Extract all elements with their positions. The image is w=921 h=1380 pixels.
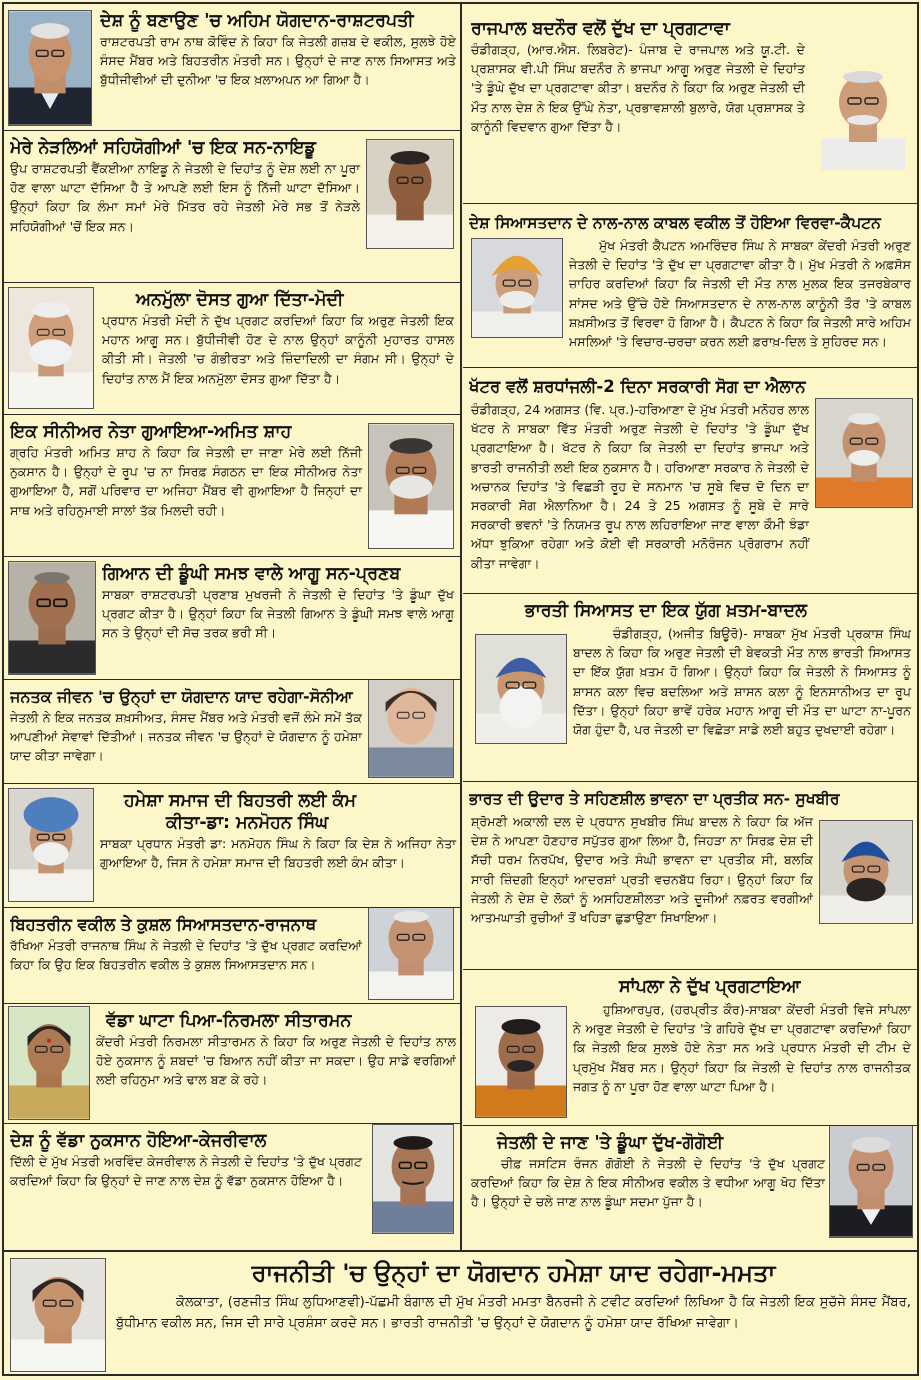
badnore-photo <box>813 60 913 170</box>
headline-line2: ਕੀਤਾ-ਡਾ: ਮਨਮੋਹਨ ਸਿੰਘ <box>166 813 329 833</box>
news-item-modi <box>4 283 460 415</box>
article-body: ਰਾਸ਼ਟਰਪਤੀ ਰਾਮ ਨਾਥ ਕੋਵਿੰਦ ਨੇ ਕਿਹਾ ਕਿ ਜੇਤਲੀ ਗਜ਼ਬ ਦੇ ਵਕੀਲ, ਸੁਲਝੇ ਹੋਏ ਸੰਸਦ ਮੈਂਬਰ ਅਤੇ ਬਿਹਤਰੀਨ ਮੰਤਰੀ ਸਨ। ਉਨ੍ਹਾਂ ਦੇ ਜਾਣ ਨਾਲ ਸਿਆਸਤ ਅਤੇ ਬੁੱਧੀਜੀਵੀਆਂ ਦੀ ਦੁਨੀਆ 'ਚ ਇਕ ਖ਼ਲਾਅਪਨ ਆ ਗਿਆ ਹੈ। <box>100 34 456 88</box>
news-item-gogoi <box>463 1126 917 1250</box>
article-body: ਜੇਤਲੀ ਨੇ ਇਕ ਜਨਤਕ ਸ਼ਖ਼ਸੀਅਤ, ਸੰਸਦ ਮੈਂਬਰ ਅਤੇ ਮੰਤਰੀ ਵਜੋਂ ਲੰਮੇ ਸਮੇਂ ਤੱਕ ਆਪਣੀਆਂ ਸੇਵਾਵਾਂ ਦਿੱਤੀਆਂ। ਜਨਤਕ ਜੀਵਨ 'ਚ ਉਨ੍ਹਾਂ ਦੇ ਯੋਗਦਾਨ ਨੂੰ ਹਮੇਸ਼ਾ ਯਾਦ ਕੀਤਾ ਜਾਵੇਗਾ। <box>10 710 362 764</box>
headline: ਭਾਰਤੀ ਸਿਆਸਤ ਦਾ ਇਕ ਯੁੱਗ ਖ਼ਤਮ-ਬਾਦਲ <box>525 601 807 621</box>
article-body: ਗ੍ਰਹਿ ਮੰਤਰੀ ਅਮਿਤ ਸ਼ਾਹ ਨੇ ਕਿਹਾ ਕਿ ਜੇਤਲੀ ਦਾ ਜਾਣਾ ਮੇਰੇ ਲਈ ਨਿੱਜੀ ਨੁਕਸਾਨ ਹੈ। ਉਨ੍ਹਾਂ ਦੇ ਰੂਪ 'ਚ ਨਾ ਸਿਰਫ਼ ਸੰਗਠਨ ਦਾ ਇਕ ਸੀਨੀਅਰ ਨੇਤਾ ਗੁਆਇਆ ਹੈ, ਸਗੋਂ ਪਰਿਵਾਰ ਦਾ ਅਜਿਹਾ ਮੈਂਬਰ ਵੀ ਗੁਆਇਆ ਹੈ ਜਿਨ੍ਹਾਂ ਦਾ ਸਾਥ ਅਤੇ ਰਹਿਨੁਮਾਈ ਸਾਲਾਂ ਤੱਕ ਮਿਲਦੀ ਰਹੀ। <box>10 445 362 518</box>
news-item-badnore <box>463 4 917 204</box>
news-item-manmohan <box>4 784 460 908</box>
modi-photo <box>8 287 94 409</box>
headline: ਦੇਸ਼ ਨੂੰ ਬਣਾਉਣ 'ਚ ਅਹਿਮ ਯੋਗਦਾਨ-ਰਾਸ਼ਟਰਪਤੀ <box>100 11 414 31</box>
headline: ਮੇਰੇ ਨੇੜਲਿਆਂ ਸਹਿਯੋਗੀਆਂ 'ਚ ਇਕ ਸਨ-ਨਾਇਡੂ <box>10 138 316 158</box>
article-body: ਚੀਫ਼ ਜਸਟਿਸ ਰੰਜਨ ਗੋਗੋਈ ਨੇ ਜੇਤਲੀ ਦੇ ਦਿਹਾਂਤ 'ਤੇ ਦੁੱਖ ਪ੍ਰਗਟ ਕਰਦਿਆਂ ਕਿਹਾ ਕਿ ਦੇਸ਼ ਨੇ ਇਕ ਸੀਨੀਅਰ ਵਕੀਲ ਤੇ ਵਧੀਆ ਆਗੂ ਖੋਹ ਦਿੱਤਾ ਹੈ। ਉਨ੍ਹਾਂ ਦੇ ਚਲੇ ਜਾਣ ਨਾਲ ਡੂੰਘਾ ਸਦਮਾ ਪੁੱਜਾ ਹੈ। <box>471 1156 825 1210</box>
article-body: ਦਿੱਲੀ ਦੇ ਮੁੱਖ ਮੰਤਰੀ ਅਰਵਿੰਦ ਕੇਜਰੀਵਾਲ ਨੇ ਜੇਤਲੀ ਦੇ ਦਿਹਾਂਤ 'ਤੇ ਦੁੱਖ ਪ੍ਰਗਟ ਕਰਦਿਆਂ ਕਿਹਾ ਕਿ ਉਨ੍ਹਾਂ ਦੇ ਜਾਣ ਨਾਲ ਦੇਸ਼ ਨੂੰ ਵੱਡਾ ਨੁਕਸਾਨ ਹੋਇਆ ਹੈ। <box>10 1154 362 1189</box>
badal-photo <box>475 634 567 744</box>
newspaper-page <box>2 2 919 1376</box>
headline: ਇਕ ਸੀਨੀਅਰ ਨੇਤਾ ਗੁਆਇਆ-ਅਮਿਤ ਸ਼ਾਹ <box>10 422 292 442</box>
news-item-sonia <box>4 680 460 784</box>
headline: ਭਾਰਤ ਦੀ ਉਦਾਰ ਤੇ ਸਹਿਣਸ਼ੀਲ ਭਾਵਨਾ ਦਾ ਪ੍ਰਤੀਕ ਸਨ- ਸੁਖਬੀਰ <box>469 790 840 808</box>
headline: ਦੇਸ਼ ਨੂੰ ਵੱਡਾ ਨੁਕਸਾਨ ਹੋਇਆ-ਕੇਜਰੀਵਾਲ <box>10 1131 267 1151</box>
headline: ਖੱਟਰ ਵਲੋਂ ਸ਼ਰਧਾਂਜਲੀ-2 ਦਿਨਾ ਸਰਕਾਰੀ ਸੋਗ ਦਾ ਐਲਾਨ <box>469 377 806 396</box>
news-item-badal <box>463 594 917 782</box>
sampla-photo <box>475 1006 567 1118</box>
article-body: ਉਪ ਰਾਸ਼ਟਰਪਤੀ ਵੈਂਕਈਆ ਨਾਇਡੂ ਨੇ ਜੇਤਲੀ ਦੇ ਦਿਹਾਂਤ ਨੂੰ ਦੇਸ਼ ਲਈ ਨਾ ਪੂਰਾ ਹੋਣ ਵਾਲਾ ਘਾਟਾ ਦੱਸਿਆ ਹੈ ਤੇ ਆਪਣੇ ਲਈ ਇਸ ਨੂੰ ਨਿੱਜੀ ਘਾਟਾ ਦੱਸਿਆ। ਉਨ੍ਹਾਂ ਕਿਹਾ ਕਿ ਲੰਮਾ ਸਮਾਂ ਮੇਰੇ ਮਿੱਤਰ ਰਹੇ ਜੇਤਲੀ ਮੇਰੇ ਸਭ ਤੋਂ ਨੇੜਲੇ ਸਹਿਯੋਗੀਆਂ 'ਚੋਂ ਇਕ ਸਨ। <box>10 161 360 234</box>
news-item-rajnath <box>4 908 460 1004</box>
news-item-naidu <box>4 131 460 283</box>
headline: ਦੇਸ਼ ਸਿਆਸਤਦਾਨ ਦੇ ਨਾਲ-ਨਾਲ ਕਾਬਲ ਵਕੀਲ ਤੋਂ ਹੋਇਆ ਵਿਰਵਾ-ਕੈਪਟਨ <box>469 214 881 232</box>
article-body: ਸਾਬਕਾ ਪ੍ਰਧਾਨ ਮੰਤਰੀ ਡਾ: ਮਨਮੋਹਨ ਸਿੰਘ ਨੇ ਕਿਹਾ ਕਿ ਦੇਸ਼ ਨੇ ਅਜਿਹਾ ਨੇਤਾ ਗੁਆਇਆ ਹੈ, ਜਿਸ ਨੇ ਹਮੇਸ਼ਾ ਸਮਾਜ ਦੀ ਬਿਹਤਰੀ ਲਈ ਕੰਮ ਕੀਤਾ। <box>100 836 456 871</box>
headline: ਰਾਜਪਾਲ ਬਦਨੌਰ ਵਲੋਂ ਦੁੱਖ ਦਾ ਪ੍ਰਗਟਾਵਾ <box>471 19 730 39</box>
headline: ਜੇਤਲੀ ਦੇ ਜਾਣ 'ਤੇ ਡੂੰਘਾ ਦੁੱਖ-ਗੋਗੋਈ <box>497 1133 724 1153</box>
headline: ਜਨਤਕ ਜੀਵਨ 'ਚ ਉਨ੍ਹਾਂ ਦਾ ਯੋਗਦਾਨ ਯਾਦ ਰਹੇਗਾ-ਸੋਨੀਆ <box>10 687 353 706</box>
kejriwal-photo <box>372 1124 454 1234</box>
headline: ਸਾਂਪਲਾ ਨੇ ਦੁੱਖ ਪ੍ਰਗਟਾਇਆ <box>619 977 801 997</box>
article-body: ਹੁਸ਼ਿਆਰਪੁਰ, (ਹਰਪ੍ਰੀਤ ਕੌਰ)-ਸਾਬਕਾ ਕੇਂਦਰੀ ਮੰਤਰੀ ਵਿਜੇ ਸਾਂਪਲਾ ਨੇ ਅਰੁਣ ਜੇਤਲੀ ਦੇ ਦਿਹਾਂਤ 'ਤੇ ਗਹਿਰੇ ਦੁੱਖ ਦਾ ਪ੍ਰਗਟਾਵਾ ਕਰਦਿਆਂ ਕਿਹਾ ਕਿ ਜੇਤਲੀ ਇਕ ਸੁਲਝੇ ਹੋਏ ਨੇਤਾ ਸਨ ਅਤੇ ਪ੍ਰਧਾਨ ਮੰਤਰੀ ਦੀ ਟੀਮ ਦੇ ਪ੍ਰਮੁੱਖ ਮੈਂਬਰ ਸਨ। ਉਨ੍ਹਾਂ ਕਿਹਾ ਕਿ ਜੇਤਲੀ ਦੇ ਦਿਹਾਂਤ ਨਾਲ ਰਾਜਨੀਤਕ ਜਗਤ ਨੂੰ ਨਾ ਪੂਰਾ ਹੋਣ ਵਾਲਾ ਘਾਟਾ ਪਿਆ ਹੈ। <box>573 1002 911 1094</box>
article-body: ਕੇਂਦਰੀ ਮੰਤਰੀ ਨਿਰਮਲਾ ਸੀਤਾਰਮਨ ਨੇ ਕਿਹਾ ਕਿ ਅਰੁਣ ਜੇਤਲੀ ਦੇ ਦਿਹਾਂਤ ਨਾਲ ਹੋਏ ਨੁਕਸਾਨ ਨੂੰ ਸ਼ਬਦਾਂ 'ਚ ਬਿਆਨ ਨਹੀਂ ਕੀਤਾ ਜਾ ਸਕਦਾ। ਉਹ ਸਾਡੇ ਵਰਗਿਆਂ ਲਈ ਰਹਿਨੁਮਾ ਅਤੇ ਢਾਲ ਬਣ ਕੇ ਰਹੇ। <box>96 1034 456 1088</box>
news-item-khattar <box>463 368 917 594</box>
sukhbir-photo <box>819 820 913 924</box>
gogoi-photo <box>829 1126 913 1238</box>
article-body: ਪ੍ਰਧਾਨ ਮੰਤਰੀ ਮੋਦੀ ਨੇ ਦੁੱਖ ਪ੍ਰਗਟ ਕਰਦਿਆਂ ਕਿਹਾ ਕਿ ਅਰੁਣ ਜੇਤਲੀ ਇਕ ਮਹਾਨ ਆਗੂ ਸਨ। ਬੁੱਧੀਜੀਵੀ ਹੋਣ ਦੇ ਨਾਲ ਉਨ੍ਹਾਂ ਕਾਨੂੰਨੀ ਮੁਹਾਰਤ ਹਾਸਲ ਕੀਤੀ ਸੀ। ਜੇਤਲੀ 'ਚ ਗੰਭੀਰਤਾ ਅਤੇ ਜ਼ਿੰਦਾਦਿਲੀ ਦਾ ਸੰਗਮ ਸੀ। ਉਨ੍ਹਾਂ ਦੇ ਦਿਹਾਂਤ ਨਾਲ ਮੈਂ ਇਕ ਅਨਮੁੱਲਾ ਦੋਸਤ ਗੁਆ ਦਿੱਤਾ ਹੈ। <box>102 313 454 386</box>
headline: ਹਮੇਸ਼ਾ ਸਮਾਜ ਦੀ ਬਿਹਤਰੀ ਲਈ ਕੰਮ <box>124 791 356 811</box>
headline: ਗਿਆਨ ਦੀ ਡੂੰਘੀ ਸਮਝ ਵਾਲੇ ਆਗੂ ਸਨ-ਪ੍ਰਣਬ <box>102 564 401 584</box>
right-column <box>463 4 917 1250</box>
news-item-amarinder <box>463 204 917 368</box>
manmohan-photo <box>8 788 94 902</box>
article-body: ਚੰਡੀਗੜ੍ਹ, (ਅਜੀਤ ਬਿਊਰੋ)- ਸਾਬਕਾ ਮੁੱਖ ਮੰਤਰੀ ਪ੍ਰਕਾਸ਼ ਸਿੰਘ ਬਾਦਲ ਨੇ ਕਿਹਾ ਕਿ ਅਰੁਣ ਜੇਤਲੀ ਦੀ ਬੇਵਕਤੀ ਮੌਤ ਨਾਲ ਭਾਰਤੀ ਸਿਆਸਤ ਦਾ ਇੱਕ ਯੁੱਗ ਖ਼ਤਮ ਹੋ ਗਿਆ। ਉਨ੍ਹਾਂ ਕਿਹਾ ਕਿ ਜੇਤਲੀ ਨੇ ਸਿਆਸਤ ਨੂੰ ਸ਼ਾਸਨ ਕਲਾ ਵਿਚ ਬਦਲਿਆ ਅਤੇ ਸ਼ਾਸਨ ਕਲਾ ਨੂੰ ਇਨਸਾਨੀਅਤ ਦਾ ਰੂਪ ਦਿੱਤਾ। ਉਨ੍ਹਾਂ ਕਿਹਾ ਭਾਵੇਂ ਹਰੇਕ ਮਹਾਨ ਆਗੂ ਦੀ ਮੌਤ ਦਾ ਘਾਟਾ ਨਾ-ਪੂਰਨ ਯੋਗ ਹੁੰਦਾ ਹੈ, ਪਰ ਜੇਤਲੀ ਦਾ ਵਿਛੋੜਾ ਸਾਡੇ ਲਈ ਬਹੁਤ ਦੁਖਦਾਈ ਰਹੇਗਾ। <box>573 626 911 738</box>
article-body: ਕੋਲਕਾਤਾ, (ਰਣਜੀਤ ਸਿੰਘ ਲੁਧਿਆਣਵੀ)-ਪੱਛਮੀ ਬੰਗਾਲ ਦੀ ਮੁੱਖ ਮੰਤਰੀ ਮਮਤਾ ਬੈਨਰਜੀ ਨੇ ਟਵੀਟ ਕਰਦਿਆਂ ਲਿਖਿਆ ਹੈ ਕਿ ਜੇਤਲੀ ਇਕ ਸੁਚੱਜੇ ਸੰਸਦ ਮੈਂਬਰ, ਬੁੱਧੀਮਾਨ ਵਕੀਲ ਸਨ, ਜਿਸ ਦੀ ਸਾਰੇ ਪ੍ਰਸ਼ੰਸਾ ਕਰਦੇ ਸਨ। ਭਾਰਤੀ ਰਾਜਨੀਤੀ 'ਚ ਉਨ੍ਹਾਂ ਦੇ ਯੋਗਦਾਨ ਨੂੰ ਹਮੇਸ਼ਾ ਯਾਦ ਰੱਖਿਆ ਜਾਵੇਗਾ। <box>116 1295 911 1331</box>
news-item-kovind <box>4 4 460 131</box>
news-item-nirmala <box>4 1004 460 1124</box>
nirmala-photo <box>8 1006 90 1120</box>
article-body: ਸ਼੍ਰੋਮਣੀ ਅਕਾਲੀ ਦਲ ਦੇ ਪ੍ਰਧਾਨ ਸੁਖਬੀਰ ਸਿੰਘ ਬਾਦਲ ਨੇ ਕਿਹਾ ਕਿ ਅੱਜ ਦੇਸ਼ ਨੇ ਆਪਣਾ ਹੋਣਹਾਰ ਸਪੁੱਤਰ ਗੁਆ ਲਿਆ ਹੈ, ਜਿਹੜਾ ਨਾ ਸਿਰਫ਼ ਦੇਸ਼ ਦੀ ਸੱਚੀ ਧਰਮ ਨਿਰਪੱਖ, ਉਦਾਰ ਅਤੇ ਸੰਘੀ ਭਾਵਨਾ ਦਾ ਪ੍ਰਤੀਕ ਸੀ, ਬਲਕਿ ਸਾਰੀ ਜ਼ਿੰਦਗੀ ਇਨ੍ਹਾਂ ਆਦਰਸ਼ਾਂ ਪ੍ਰਤੀ ਵਚਨਬੱਧ ਰਿਹਾ। ਉਨ੍ਹਾਂ ਕਿਹਾ ਕਿ ਜੇਤਲੀ ਨੇ ਦੇਸ਼ ਦੇ ਲੋਕਾਂ ਨੂੰ ਅਸਹਿਣਸ਼ੀਲਤਾ ਅਤੇ ਦੂਜੀਆਂ ਨਫ਼ਰਤ ਵਰਗੀਆਂ ਆਤਮਘਾਤੀ ਰੁਚੀਆਂ ਤੋਂ ਖਹਿੜਾ ਛੁਡਾਉਣਾ ਸਿਖਾਇਆ। <box>471 814 813 926</box>
shah-photo <box>368 423 454 549</box>
article-body: ਰੱਖਿਆ ਮੰਤਰੀ ਰਾਜਨਾਥ ਸਿੰਘ ਨੇ ਜੇਤਲੀ ਦੇ ਦਿਹਾਂਤ 'ਤੇ ਦੁੱਖ ਪ੍ਰਗਟ ਕਰਦਿਆਂ ਕਿਹਾ ਕਿ ਉਹ ਇਕ ਬਿਹਤਰੀਨ ਵਕੀਲ ਤੇ ਕੁਸ਼ਲ ਸਿਆਸਤਦਾਨ ਸਨ। <box>10 938 362 973</box>
amarinder-photo <box>471 238 563 338</box>
pranab-photo <box>8 561 96 675</box>
news-item-sukhbir <box>463 782 917 970</box>
headline: ਰਾਜਨੀਤੀ 'ਚ ਉਨ੍ਹਾਂ ਦਾ ਯੋਗਦਾਨ ਹਮੇਸ਼ਾ ਯਾਦ ਰਹੇਗਾ-ਮਮਤਾ <box>251 1259 776 1287</box>
rajnath-photo <box>368 908 454 1000</box>
left-column <box>4 4 462 1250</box>
khattar-photo <box>815 398 913 508</box>
headline: ਅਨਮੁੱਲਾ ਦੋਸਤ ਗੁਆ ਦਿੱਤਾ-ਮੋਦੀ <box>136 290 344 310</box>
mamata-photo <box>10 1258 106 1372</box>
news-item-pranab <box>4 557 460 680</box>
article-body: ਚੰਡੀਗੜ੍ਹ, 24 ਅਗਸਤ (ਵਿ. ਪ੍ਰ.)-ਹਰਿਆਣਾ ਦੇ ਮੁੱਖ ਮੰਤਰੀ ਮਨੋਹਰ ਲਾਲ ਖੱਟਰ ਨੇ ਸਾਬਕਾ ਵਿੱਤ ਮੰਤਰੀ ਅਰੁਣ ਜੇਤਲੀ ਦੇ ਦਿਹਾਂਤ 'ਤੇ ਡੂੰਘਾ ਦੁੱਖ ਪ੍ਰਗਟਾਇਆ ਹੈ। ਖੱਟਰ ਨੇ ਕਿਹਾ ਕਿ ਜੇਤਲੀ ਦਾ ਦਿਹਾਂਤ ਭਾਜਪਾ ਅਤੇ ਭਾਰਤੀ ਰਾਜਨੀਤੀ ਲਈ ਇਕ ਨੁਕਸਾਨ ਹੈ। ਹਰਿਆਣਾ ਸਰਕਾਰ ਨੇ ਜੇਤਲੀ ਦੇ ਅਚਾਨਕ ਦਿਹਾਂਤ 'ਤੇ ਵਿਛੜੀ ਰੂਹ ਦੇ ਸਨਮਾਨ 'ਚ ਸੂਬੇ ਵਿਚ ਦੋ ਦਿਨ ਦਾ ਸਰਕਾਰੀ ਸੋਗ ਐਲਾਨਿਆ ਹੈ। 24 ਤੇ 25 ਅਗਸਤ ਨੂੰ ਸੂਬੇ ਦੇ ਸਾਰੇ ਸਰਕਾਰੀ ਭਵਨਾਂ 'ਤੇ ਨਿਯਮਤ ਰੂਪ ਨਾਲ ਲਹਿਰਾਇਆ ਜਾਣ ਵਾਲਾ ਕੌਮੀ ਝੰਡਾ ਅੱਧਾ ਝੁਕਿਆ ਰਹੇਗਾ ਅਤੇ ਕੋਈ ਵੀ ਸਰਕਾਰੀ ਮਨੋਰੰਜਨ ਪ੍ਰੋਗਰਾਮ ਨਹੀਂ ਕੀਤਾ ਜਾਵੇਗਾ। <box>471 402 809 571</box>
headline: ਬਿਹਤਰੀਨ ਵਕੀਲ ਤੇ ਕੁਸ਼ਲ ਸਿਆਸਤਦਾਨ-ਰਾਜਨਾਥ <box>10 915 317 934</box>
kovind-photo <box>8 10 92 126</box>
article-body: ਚੰਡੀਗੜ੍ਹ, (ਆਰ.ਐਸ. ਲਿਬਰੇਟ)- ਪੰਜਾਬ ਦੇ ਰਾਜਪਾਲ ਅਤੇ ਯੂ.ਟੀ. ਦੇ ਪ੍ਰਸ਼ਾਸਕ ਵੀ.ਪੀ ਸਿੰਘ ਬਦਨੌਰ ਨੇ ਭਾਜਪਾ ਆਗੂ ਅਰੁਣ ਜੇਤਲੀ ਦੇ ਦਿਹਾਂਤ 'ਤੇ ਡੂੰਘੇ ਦੁੱਖ ਦਾ ਪ੍ਰਗਟਾਵਾ ਕੀਤਾ। ਬਦਨੌਰ ਨੇ ਕਿਹਾ ਕਿ ਅਰੁਣ ਜੇਤਲੀ ਦੀ ਮੌਤ ਨਾਲ ਦੇਸ਼ ਨੇ ਇਕ ਉੱਘੇ ਨੇਤਾ, ਪ੍ਰਭਾਵਸ਼ਾਲੀ ਬੁਲਾਰੇ, ਯੋਗ ਪ੍ਰਸ਼ਾਸਕ ਤੇ ਕਾਨੂੰਨੀ ਵਿਦਵਾਨ ਗੁਆ ਦਿੱਤਾ ਹੈ। <box>471 42 805 134</box>
news-item-shah <box>4 415 460 557</box>
headline: ਵੱਡਾ ਘਾਟਾ ਪਿਆ-ਨਿਰਮਲਾ ਸੀਤਾਰਮਨ <box>106 1011 352 1031</box>
news-item-mamata <box>4 1250 917 1376</box>
sonia-photo <box>368 680 454 778</box>
news-item-sampla <box>463 970 917 1126</box>
article-body: ਮੁੱਖ ਮੰਤਰੀ ਕੈਪਟਨ ਅਮਰਿੰਦਰ ਸਿੰਘ ਨੇ ਸਾਬਕਾ ਕੇਂਦਰੀ ਮੰਤਰੀ ਅਰੁਣ ਜੇਤਲੀ ਦੇ ਦਿਹਾਂਤ 'ਤੇ ਦੁੱਖ ਦਾ ਪ੍ਰਗਟਾਵਾ ਕੀਤਾ ਹੈ। ਮੁੱਖ ਮੰਤਰੀ ਨੇ ਅਫ਼ਸੋਸ ਜ਼ਾਹਿਰ ਕਰਦਿਆਂ ਕਿਹਾ ਕਿ ਜੇਤਲੀ ਦੀ ਮੌਤ ਨਾਲ ਮੁਲਕ ਇਕ ਤਜਰਬੇਕਾਰ ਸਾਂਸਦ ਅਤੇ ਉੱਚੇ ਹੋਏ ਸਿਆਸਤਦਾਨ ਦੇ ਨਾਲ-ਨਾਲ ਕਾਨੂੰਨੀ ਤੌਰ 'ਤੇ ਕਾਬਲ ਸ਼ਖ਼ਸੀਅਤ ਤੋਂ ਵਿਰਵਾ ਹੋ ਗਿਆ ਹੈ। ਕੈਪਟਨ ਨੇ ਕਿਹਾ ਕਿ ਜੇਤਲੀ ਸਾਰੇ ਅਹਿਮ ਮਸਲਿਆਂ 'ਤੇ ਵਿਚਾਰ-ਚਰਚਾ ਕਰਨ ਲਈ ਫ਼ਰਾਖ਼-ਦਿਲ ਤੇ ਸੁਹਿਰਦ ਸਨ। <box>569 238 911 350</box>
naidu-photo <box>366 139 454 249</box>
news-item-kejriwal <box>4 1124 460 1248</box>
article-body: ਸਾਬਕਾ ਰਾਸ਼ਟਰਪਤੀ ਪ੍ਰਣਾਬ ਮੁਖਰਜੀ ਨੇ ਜੇਤਲੀ ਦੇ ਦਿਹਾਂਤ 'ਤੇ ਡੂੰਘਾ ਦੁੱਖ ਪ੍ਰਗਟ ਕੀਤਾ ਹੈ। ਉਨ੍ਹਾਂ ਕਿਹਾ ਕਿ ਜੇਤਲੀ ਗਿਆਨ ਤੇ ਡੂੰਘੀ ਸਮਝ ਵਾਲੇ ਆਗੂ ਸਨ ਤੇ ਉਨ੍ਹਾਂ ਦੀ ਸੋਚ ਤਰਕ ਭਰੀ ਸੀ। <box>102 587 454 641</box>
